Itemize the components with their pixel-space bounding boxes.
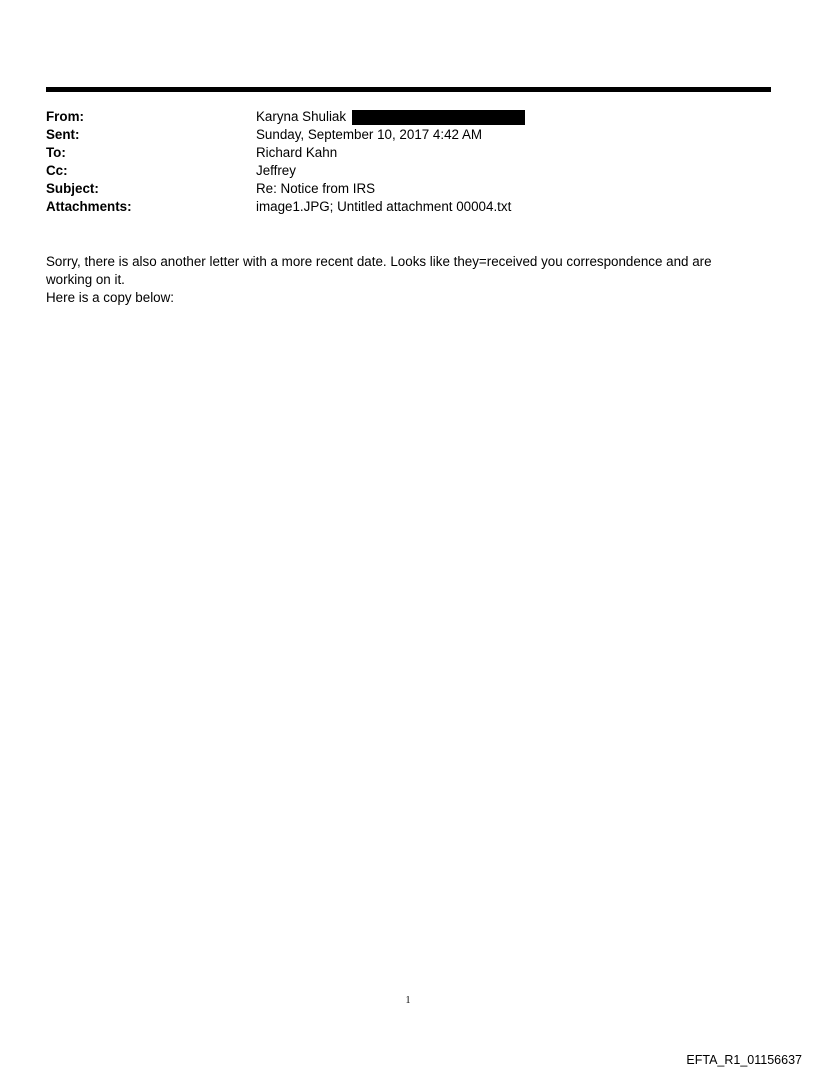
bates-number: EFTA_R1_01156637	[686, 1053, 802, 1067]
body-line: working on it.	[46, 272, 125, 287]
from-label: From:	[46, 109, 84, 124]
body-line: Here is a copy below:	[46, 290, 175, 305]
subject-label: Subject:	[46, 181, 99, 196]
from-value: Karyna Shuliak	[256, 109, 347, 124]
email-header	[46, 108, 771, 216]
attachments-label: Attachments:	[46, 199, 132, 214]
attachments-row	[46, 198, 771, 216]
cc-value: Jeffrey	[256, 163, 296, 178]
from-row	[46, 108, 771, 126]
sent-value: Sunday, September 10, 2017 4:42 AM	[256, 127, 483, 142]
body-line: Sorry, there is also another letter with a more recent date. Looks like they=received you correspondence and are	[46, 254, 712, 269]
page-number: 1	[405, 995, 411, 1006]
from-value-container	[256, 108, 771, 126]
cc-row	[46, 162, 771, 180]
email-body	[46, 253, 746, 307]
cc-label: Cc:	[46, 163, 68, 178]
sent-row	[46, 126, 771, 144]
to-value: Richard Kahn	[256, 145, 338, 160]
subject-row	[46, 180, 771, 198]
header-divider	[46, 87, 771, 92]
subject-value: Re: Notice from IRS	[256, 181, 376, 196]
redaction-box	[352, 110, 525, 125]
to-row	[46, 144, 771, 162]
attachments-value: image1.JPG; Untitled attachment 00004.txt	[256, 199, 512, 214]
sent-label: Sent:	[46, 127, 80, 142]
to-label: To:	[46, 145, 66, 160]
